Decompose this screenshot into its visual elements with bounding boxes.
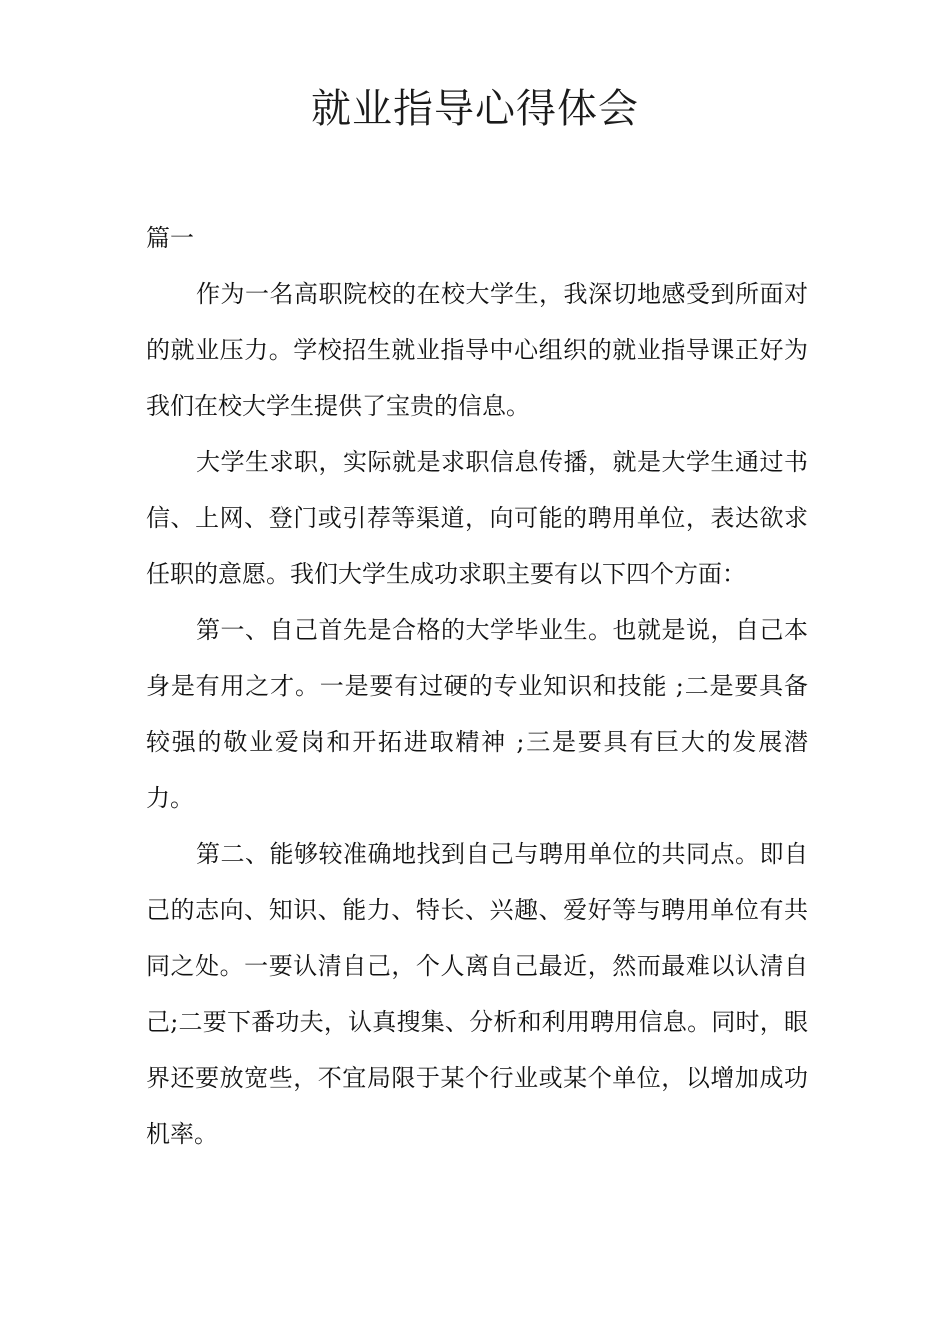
paragraph-4: 第二、能够较准确地找到自己与聘用单位的共同点。即自己的志向、知识、能力、特长、兴趣、爱好等与聘用单位有共同之处。一要认清自己，个人离自己最近，然而最难以认清自己;二要下番功夫，认真搜集、分析和利用聘用信息。同时，眼界还要放宽些，不宜局限于某个行业或某个单位，以增加成功机率。: [146, 840, 808, 1148]
paragraph-3: 第一、自己首先是合格的大学毕业生。也就是说，自己本身是有用之才。一是要有过硬的专业知识和技能 ;二是要具备较强的敬业爱岗和开拓进取精神 ;三是要具有巨大的发展潜力。: [146, 616, 808, 812]
paragraph-2: 大学生求职，实际就是求职信息传播，就是大学生通过书信、上网、登门或引荐等渠道，向可能的聘用单位，表达欲求任职的意愿。我们大学生成功求职主要有以下四个方面：: [146, 448, 808, 588]
document-body: [146, 210, 808, 1162]
section-label: 篇一: [146, 224, 194, 252]
document-title: 就业指导心得体会: [311, 86, 639, 132]
paragraph-1: 作为一名高职院校的在校大学生，我深切地感受到所面对的就业压力。学校招生就业指导中心组织的就业指导课正好为我们在校大学生提供了宝贵的信息。: [146, 280, 808, 420]
